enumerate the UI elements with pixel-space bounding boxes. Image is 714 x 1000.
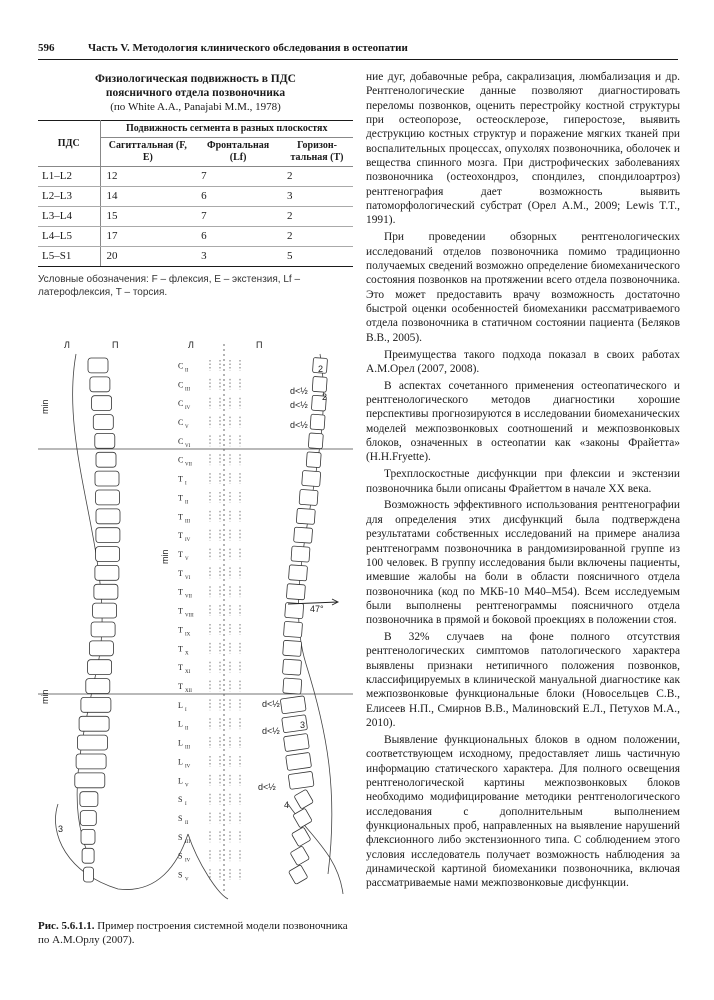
caption-label: Рис. 5.6.1.1. (38, 920, 95, 932)
coronal-vertebra (81, 697, 111, 712)
paragraph: В аспектах сочетанного применения остеопатического и рентгенологического методов диагностики хорошие перспективы прогнозируются в исследовании биомеханических моделей межпозвонковых соотношений и межпозвонковых блоков, означенных в остеопатии как «законы Фрайетта» (H.H.Fryette). (366, 379, 680, 464)
sagittal-vertebra (306, 452, 321, 468)
coronal-vertebra (81, 829, 95, 844)
cell-horizontal: 3 (281, 187, 353, 207)
sagittal-vertebra (294, 789, 314, 809)
sagittal-vertebra (299, 489, 318, 505)
sagittal-vertebra (296, 508, 315, 524)
sagittal-vertebra (283, 734, 309, 752)
min-label-cervical: min (40, 399, 50, 414)
vertebra-label-sub: I (185, 802, 187, 808)
coronal-vertebra (91, 622, 115, 637)
sagittal-vertebra (291, 546, 310, 562)
left-mark-coronal: Л (64, 340, 70, 350)
cell-frontal: 6 (195, 227, 281, 247)
number-4: 4 (284, 800, 290, 810)
sagittal-vertebra (289, 565, 308, 581)
cell-horizontal: 2 (281, 167, 353, 187)
vertebra-label: L (178, 757, 183, 767)
vertebra-label: T (178, 493, 183, 503)
paragraph: Возможность эффективного использования рентгенографии для определения этих дисфункций была подтверждена результатами собственных исследований на примере анализа рентгенограмм позвоночника в рандомизированной группе из 100 человек. В группу исследования были включены пациенты, имевшие жалобы на боли в области поясничного отдела позвоночника (код по МКБ-10 М40–М54). Всем исследуемым были выполнены рентгенограммы поясничного отдела позвоночника в прямой и боковой проекциях в положении стоя. (366, 499, 680, 627)
paragraph: В 32% случаев на фоне полного отсутствия рентгенологических симптомов патологического характера выявлены признаки нетипичного положения позвонков, классифицируемых в клинической мануальной диагностике как межпозвонковые функциональные блоки (Новосельцев С.В., Елисеев Н.П., Смирнов В.В., Малиновский Е.Л., Петухов М.А., 2010). (366, 631, 680, 730)
spine-figure (38, 334, 353, 909)
coronal-vertebra (96, 528, 120, 543)
cell-pds: L3–L4 (38, 207, 100, 227)
paragraph: Преимущества такого подхода показал в своих работах А.М.Орел (2007, 2008). (366, 348, 680, 375)
table-row (38, 227, 353, 247)
vertebra-label: S (178, 832, 183, 842)
sagittal-vertebra (288, 771, 314, 789)
vertebra-label: T (178, 474, 183, 484)
half-label-5: d<½ (262, 726, 280, 736)
number-3-left: 3 (58, 824, 64, 834)
vertebra-label-sub: VI (185, 443, 191, 449)
sagittal-vertebra (294, 527, 313, 543)
vertebra-label: L (178, 700, 183, 710)
coronal-vertebra (80, 811, 96, 826)
col-header-group: Подвижность сегмента в разных плоскостях (100, 121, 353, 138)
sagittal-vertebra (286, 752, 312, 770)
cell-pds: L5–S1 (38, 247, 100, 267)
vertebra-label: S (178, 795, 183, 805)
cell-sagittal: 17 (100, 227, 195, 247)
coronal-vertebra (93, 415, 113, 430)
vertebra-label: T (178, 606, 183, 616)
coronal-vertebra (90, 377, 110, 392)
col-header-frontal: Фронтальная (Lf) (195, 138, 281, 167)
half-label-3: d<½ (290, 420, 308, 430)
vertebra-label-sub: II (185, 821, 189, 826)
vertebra-label-sub: I (185, 707, 187, 713)
cell-horizontal: 2 (281, 227, 353, 247)
running-header (38, 40, 678, 60)
coronal-vertebra (75, 773, 105, 788)
vertebra-label-sub: III (185, 387, 190, 393)
sagittal-vertebra (282, 659, 301, 675)
sagittal-vertebra (283, 678, 302, 694)
page-number: 596 (38, 42, 55, 54)
vertebra-label-sub: XI (185, 670, 191, 676)
table-row (38, 247, 353, 267)
vertebra-label: S (178, 870, 183, 880)
sagittal-vertebra (308, 433, 323, 449)
figure-caption (38, 919, 353, 947)
coronal-vertebra (78, 735, 108, 750)
right-mark-middle: П (256, 340, 263, 350)
vertebra-label-sub: III (185, 745, 190, 751)
vertebra-label-sub: II (185, 500, 189, 506)
vertebra-label-sub: VII (185, 594, 192, 600)
sagittal-vertebra (280, 696, 306, 714)
coronal-vertebra (96, 547, 120, 562)
coronal-vertebra (96, 490, 120, 505)
paragraph: ние дуг, добавочные ребра, сакрализация, люмбализация и др. Рентгенологические данные позволяют диагностировать переломы позвонков, оценить перестройку костной структуры при остеопорозе, остеосклерозе, гиперостозе, выявить деструкцию костных структур и поражение мягких тканей при воспалительных процессах, опухолях позвоночника, оболочек и вещества спинного мозга. При дистрофических заболеваниях позвоночника (остеохондроз, спондилез, спондилоартроз) рентгенография дает возможность выявить патоморфологический субстрат (Орел А.М., 2009; Lewis T.T., 1991). (366, 71, 680, 227)
col-header-pds: ПДС (38, 121, 100, 167)
vertebra-label-sub: III (185, 519, 190, 525)
coronal-vertebra (95, 565, 119, 580)
sagittal-vertebra (310, 414, 325, 430)
sagittal-vertebra (286, 584, 305, 600)
vertebra-label: C (178, 361, 184, 371)
vertebra-label-sub: IX (185, 632, 191, 638)
body-text (366, 70, 680, 893)
vertebra-label: C (178, 399, 184, 409)
coronal-vertebra (84, 867, 94, 882)
half-label-2: d<½ (290, 400, 308, 410)
cell-pds: L2–L3 (38, 187, 100, 207)
vertebra-label-sub: V (185, 877, 189, 883)
col-header-sagittal: Сагиттальная (F, E) (100, 138, 195, 167)
cell-pds: L4–L5 (38, 227, 100, 247)
half-label-6: d<½ (258, 782, 276, 792)
vertebra-label: L (178, 776, 183, 786)
vertebra-label-sub: III (185, 839, 190, 845)
coronal-vertebra (92, 396, 112, 411)
vertebra-label: T (178, 531, 183, 541)
vertebra-label: T (178, 625, 183, 635)
table-row (38, 187, 353, 207)
vertebra-label-sub: XII (185, 689, 192, 694)
vertebra-label-sub: VII (185, 462, 192, 468)
cell-frontal: 7 (195, 167, 281, 187)
vertebra-label: L (178, 738, 183, 748)
table-block (38, 72, 353, 299)
vertebra-label-sub: II (185, 726, 189, 732)
coronal-vertebra (88, 660, 112, 675)
pelvis-outline-right (188, 834, 228, 899)
cell-frontal: 7 (195, 207, 281, 227)
vertebra-label: T (178, 663, 183, 673)
table-row (38, 207, 353, 227)
sagittal-vertebra (283, 640, 302, 656)
table-title-line-1: Физиологическая подвижность в ПДС (95, 73, 296, 85)
cell-sagittal: 14 (100, 187, 195, 207)
sagittal-vertebra (290, 846, 310, 866)
min-label-thoracic: min (160, 549, 170, 564)
vertebra-label-sub: V (185, 783, 189, 789)
half-label-4: d<½ (262, 699, 280, 709)
coronal-vertebrae (75, 358, 120, 882)
paragraph: Выявление функциональных блоков в одном положении, соответствующем исходному, предоставляет лишь частичную информацию статического характера. Для полного освещения рентгенологической картины межпозвонковых блоков необходимо модифицирование методики рентгенологического исследования с дополнительным выполнением функциональных проб, направленных на выявление нарушений флексионного либо экстензионного типа. С соблюдением этого условия исследователь получает возможность наблюдения за динамической картиной биомеханики позвоночника, включая рассматриваемые нами межпозвонковые дисфункции. (366, 733, 680, 890)
vertebra-labels (178, 360, 240, 883)
paragraph: Трехплоскостные дисфункции при флексии и экстензии позвоночника были описаны Фрайеттом в начале XX века. (366, 468, 680, 495)
caption-text: Пример построения системной модели позвоночника по А.М.Орлу (2007). (38, 920, 348, 946)
coronal-vertebra (89, 641, 113, 656)
vertebra-label-sub: VI (185, 575, 191, 581)
coronal-vertebra (88, 358, 108, 373)
table-legend: Условные обозначения: F – флексия, E – экстензия, Lf – латерофлексия, T – торсия. (38, 274, 301, 298)
sagittal-vertebra (283, 621, 302, 637)
paragraph: При проведении обзорных рентгенологических исследований отделов позвоночника помимо традиционно получаемых сведений возможно определение биомеханического состояния позвонков на протяжении всего отдела позвоночника. Это может предоставить врачу возможность достаточно быстрой оценки особенностей биомеханики рассматриваемого отдела позвоночника в статичном состоянии пациента (Беляков В.В., 2005). (366, 231, 680, 344)
sagittal-vertebra (302, 470, 321, 486)
pelvis-outline (56, 804, 189, 890)
coronal-vertebra (80, 792, 98, 807)
number-3-right: 3 (300, 720, 306, 730)
number-2-top: 2 (318, 364, 324, 374)
vertebra-label: T (178, 682, 183, 691)
coronal-vertebra (82, 848, 94, 863)
half-label-1: d<½ (290, 386, 308, 396)
vertebra-label: T (178, 550, 183, 559)
vertebra-label-sub: IV (185, 406, 191, 412)
vertebra-label-sub: V (185, 425, 189, 430)
cell-sagittal: 20 (100, 247, 195, 267)
table-row (38, 167, 353, 187)
vertebra-label: S (178, 851, 183, 861)
vertebra-label: T (178, 512, 183, 522)
vertebra-label: S (178, 814, 183, 823)
vertebra-label: T (178, 644, 183, 654)
vertebra-label: C (178, 418, 184, 427)
coronal-vertebra (79, 716, 109, 731)
min-label-lumbar: min (40, 689, 50, 704)
table-source: (по White A.A., Panajabi M.M., 1978) (110, 101, 281, 113)
vertebra-label: C (178, 455, 184, 465)
coronal-vertebra (95, 433, 115, 448)
vertebra-label: L (178, 719, 183, 729)
coronal-vertebra (86, 679, 110, 694)
mobility-table (38, 120, 353, 267)
vertebra-label-sub: VIII (185, 613, 194, 619)
left-mark-middle: Л (188, 340, 194, 350)
sagittal-vertebra (288, 865, 308, 885)
cell-frontal: 6 (195, 187, 281, 207)
cell-sagittal: 12 (100, 167, 195, 187)
cell-horizontal: 5 (281, 247, 353, 267)
coronal-vertebra (96, 509, 120, 524)
vertebra-label-sub: II (185, 368, 189, 374)
cell-pds: L1–L2 (38, 167, 100, 187)
coronal-vertebra (76, 754, 106, 769)
sagittal-vertebra (285, 602, 304, 618)
vertebra-label: T (178, 587, 183, 597)
coronal-vertebra (93, 603, 117, 618)
vertebra-label-sub: I (185, 481, 187, 487)
table-title-line-2: поясничного отдела позвоночника (105, 87, 286, 99)
coronal-vertebra (95, 471, 119, 486)
col-header-horizontal: Горизон-тальная (T) (281, 138, 353, 167)
vertebra-label-sub: IV (185, 538, 191, 544)
cell-frontal: 3 (195, 247, 281, 267)
coronal-vertebra (96, 452, 116, 467)
vertebra-label: T (178, 568, 183, 578)
number-2-second: 2 (322, 392, 328, 402)
sagittal-vertebra (293, 808, 313, 828)
cell-sagittal: 15 (100, 207, 195, 227)
vertebra-label: C (178, 436, 184, 446)
vertebra-label-sub: IV (185, 764, 191, 770)
cell-horizontal: 2 (281, 207, 353, 227)
coronal-vertebra (94, 584, 118, 599)
vertebra-label-sub: V (185, 557, 189, 562)
vertebra-label-sub: X (185, 651, 189, 657)
right-mark-coronal: П (112, 340, 119, 350)
vertebra-label-sub: IV (185, 858, 191, 864)
angle-label: 47° (310, 604, 324, 614)
sagittal-vertebra (312, 376, 327, 392)
vertebra-label: C (178, 380, 184, 390)
running-title: Часть V. Методология клинического обследования в остеопатии (88, 42, 408, 54)
spine-diagram (38, 334, 353, 909)
